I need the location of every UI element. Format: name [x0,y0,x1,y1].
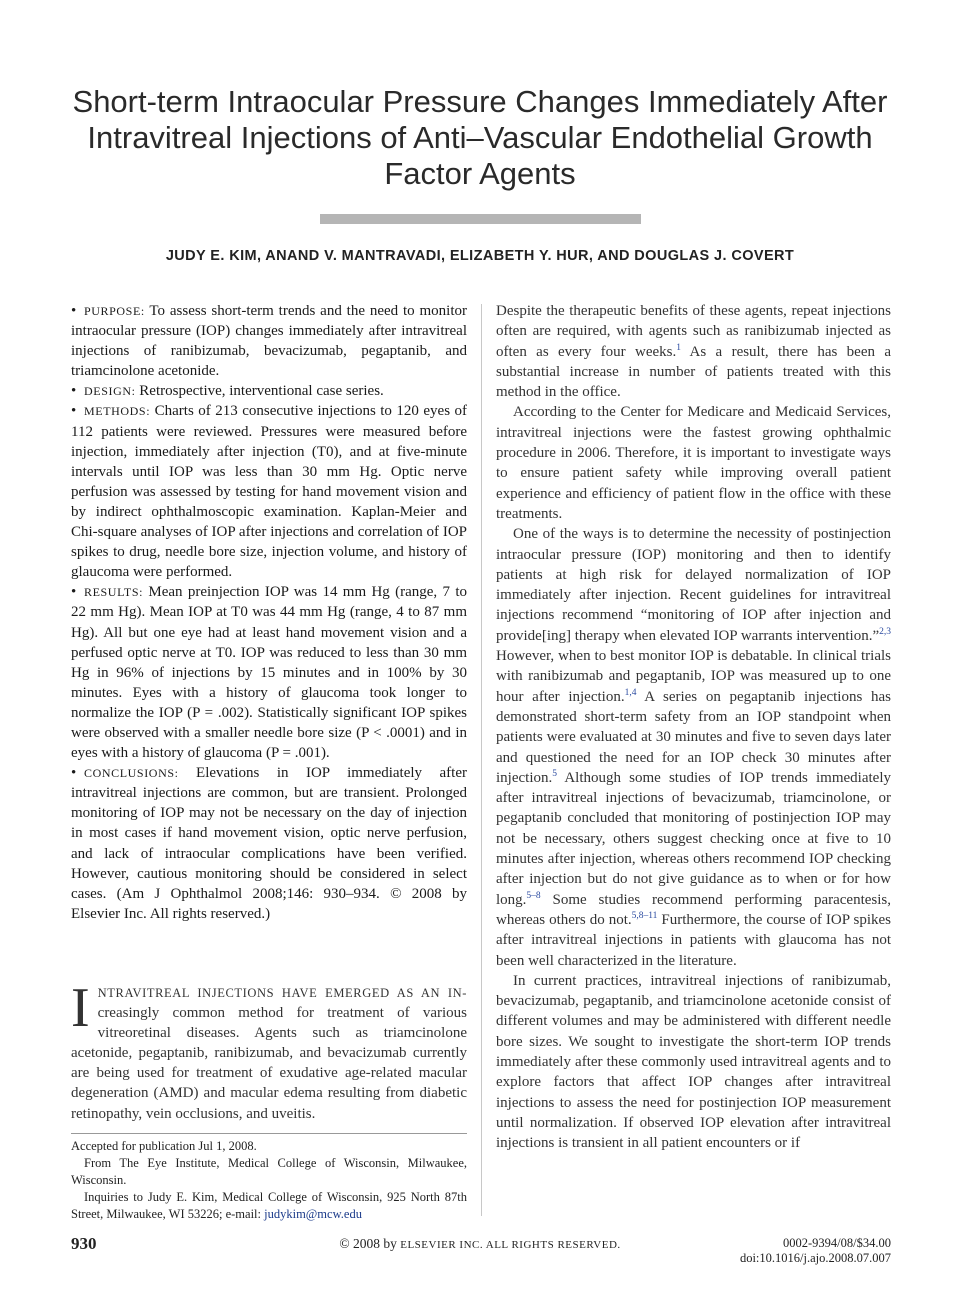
copyright-prefix: © 2008 by [339,1236,397,1251]
abstract-methods-label: METHODS: [84,404,151,419]
introduction [71,977,467,1124]
abstract-methods-text: Charts of 213 consecutive injections to 120 eyes of 112 patients were reviewed. Pressures were measured before injection, immediately after injection (T0), and at five-minute intervals until IOP was less than 30 mm Hg. Optic nerve perfusion was assessed by testing for hand movement vision and by indirect ophthalmoscopic examination. Kaplan-Meier and Chi-square analyses of IOP after injections and correlation of IOP spikes to drug, needle bore size, injection volume, and history of glaucoma were performed. [71,403,468,581]
body-text: Furthermore, the course of IOP spikes after intravitreal injections in patients with glaucoma has not been well characterized in the literature. [496,911,891,969]
body-paragraph: In current practices, intravitreal injections of ranibizumab, bevacizumab, pegaptanib, and triamcinolone acetonide consist of different volumes and may be administered with different needle bore sizes. We sought to investigate the short-term IOP trends immediately after these commonly used intravitreal agents and to explore factors that affect IOP changes after intravitreal injections to assess the need for postinjection IOP measurement until normalization. If observed IOP elevation after intravitreal injections is transient in all patient encounters or if [496,972,891,1152]
reference-link[interactable]: 5–8 [526,890,541,901]
footnotes [71,1133,467,1223]
abstract-design-text: Retrospective, interventional case series. [139,383,384,400]
bullet-icon: • [71,383,77,400]
body-text: Although some studies of IOP trends immediately after intravitreal injections of bevacizumab, triamcinolone, or pegaptanib concluded that monitoring of postinjection IOP may not be necessary, others suggest checking once at five to 10 minutes after injection, whereas others recommend IOP checking after injection but do not give guidance as to when or for how long. [496,769,891,908]
body-text: Despite the therapeutic benefits of these agents, repeat injections often are required, with agents such as ranibizumab injected as often as every four weeks. [496,303,891,360]
article-identifiers [640,1236,891,1266]
abstract-conclusions [71,763,467,924]
reference-link[interactable]: 1 [676,342,682,353]
abstract-results-label: RESULTS: [84,585,144,600]
abstract-results [71,582,467,763]
title-divider [320,214,641,224]
abstract-conclusions-text: Elevations in IOP immediately after intravitreal injections are common, but are transient. Prolonged monitoring of IOP may not be necessary on the day of injection in most cases if hand movement vision, optic nerve perfusion, and lack of intraocular complications have been verified. However, cautious monitoring should be considered in select cases. [71,765,467,902]
bullet-icon: • [71,765,77,782]
body-text: Some studies recommend performing paracentesis, whereas others do not. [496,891,891,928]
abstract-results-text: Mean preinjection IOP was 14 mm Hg (range, 7 to 22 mm Hg). Mean IOP at T0 was 44 mm Hg (range, 4 to 87 mm Hg). All but one eye had at least hand movement vision and a perfused optic nerve at T0. IOP was reduced to less than 30 mm Hg in 96% of injections by 15 minutes and in 100% by 30 minutes. Eyes with a history of glaucoma took longer to normalize the IOP (P = .002). Statistically significant IOP spikes were observed with a smaller needle bore size (P < .0001) and in eyes with a history of glaucoma (P = .001). [71,584,468,762]
author-list: JUDY E. KIM, ANAND V. MANTRAVADI, ELIZABETH Y. HUR, AND DOUGLAS J. COVERT [165,248,795,264]
body-text: A series on pegaptanib injections has demonstrated short-term safety from an IOP standpoint when patients were evaluated at 30 minutes and five to seven days later and questioned the need for an IOP check 30 minutes after injection. [496,688,891,786]
abstract-purpose-text: To assess short-term trends and the need to monitor intraocular pressure (IOP) changes immediately after intravitreal injections of ranibizumab, bevacizumab, pegaptanib, and triamcinolone acetonide. [71,303,467,380]
copyright-text: ELSEVIER INC. ALL RIGHTS RESERVED. [400,1239,621,1251]
footnote-inquiries [71,1189,467,1223]
reference-link[interactable]: 1,4 [624,687,637,698]
reference-link[interactable]: 5 [552,768,557,779]
page-number: 930 [71,1234,97,1253]
column-divider [481,304,482,1216]
intro-lead: NTRAVITREAL INJECTIONS HAVE EMERGED AS AN IN- [97,986,467,1000]
body-paragraph [496,524,891,971]
footnote-affiliation: From The Eye Institute, Medical College of Wisconsin, Milwaukee, Wisconsin. [71,1156,467,1187]
reference-link[interactable]: 2,3 [879,626,891,637]
body-text: As a result, there has been a substantial increase in number of patients treated with this method in the office. [496,343,891,401]
intro-text: creasingly common method for treatment of various vitreoretinal diseases. Agents such as triamcinolone acetonide, pegaptanib, ranibizumab, and bevacizumab currently are being used for treatment of exudative age-related macular degeneration (AMD) and macular edema resulting from diabetic retinopathy, vein occlusions, and uveitis. [71,1005,467,1122]
abstract-methods [71,401,467,582]
abstract-design-label: DESIGN: [84,384,136,399]
bullet-icon: • [71,584,77,601]
body-paragraph: According to the Center for Medicare and Medicaid Services, intravitreal injections were the fastest growing ophthalmic procedure in 2006. Therefore, it is important to investigate ways to ensure patient safety while improving overall patient experience and efficiency of patient flow in the office with these treatments. [496,404,891,522]
drop-cap: I [71,977,90,1039]
abstract-design [71,381,467,401]
abstract-citation: (Am J Ophthalmol 2008;146: 930–934. © 2008 by Elsevier Inc. All rights reserved.) [71,885,467,922]
footnote-accepted: Accepted for publication Jul 1, 2008. [71,1139,257,1153]
body-text: However, when to best monitor IOP is debatable. In clinical trials with ranibizumab and pegaptanib, IOP was measured up to one hour after injection. [496,648,891,705]
bullet-icon: • [71,403,77,420]
footnote-inquiries-text: Inquiries to Judy E. Kim, Medical College of Wisconsin, 925 North 87th Street, Milwaukee, WI 53226; e-mail: [71,1190,467,1221]
bullet-icon: • [71,303,77,319]
email-link[interactable]: judykim@mcw.edu [264,1207,362,1221]
body-column-right [496,301,891,1153]
body-paragraph [496,301,891,402]
abstract-conclusions-label: CONCLUSIONS: [84,766,179,781]
issn: 0002-9394/08/$34.00 [783,1236,891,1250]
copyright-notice [300,1236,660,1252]
abstract-purpose [71,301,467,381]
abstract [71,301,467,924]
body-text: One of the ways is to determine the necessity of postinjection intraocular pressure (IOP) monitoring and then to identify patients at high risk for delayed normalization of IOP immediately after injection. Recent guidelines for intravitreal injections recommend “monitoring of IOP after injection and provide[ing] therapy when elevated IOP warrants intervention.” [496,526,891,644]
doi: doi:10.1016/j.ajo.2008.07.007 [739,1251,891,1265]
article-title: Short-term Intraocular Pressure Changes Immediately After Intravitreal Injections of Anti–Vascular Endothelial Growth Factor Agents [72,84,888,191]
reference-link[interactable]: 5,8–11 [631,910,658,921]
abstract-purpose-label: PURPOSE: [84,304,145,318]
